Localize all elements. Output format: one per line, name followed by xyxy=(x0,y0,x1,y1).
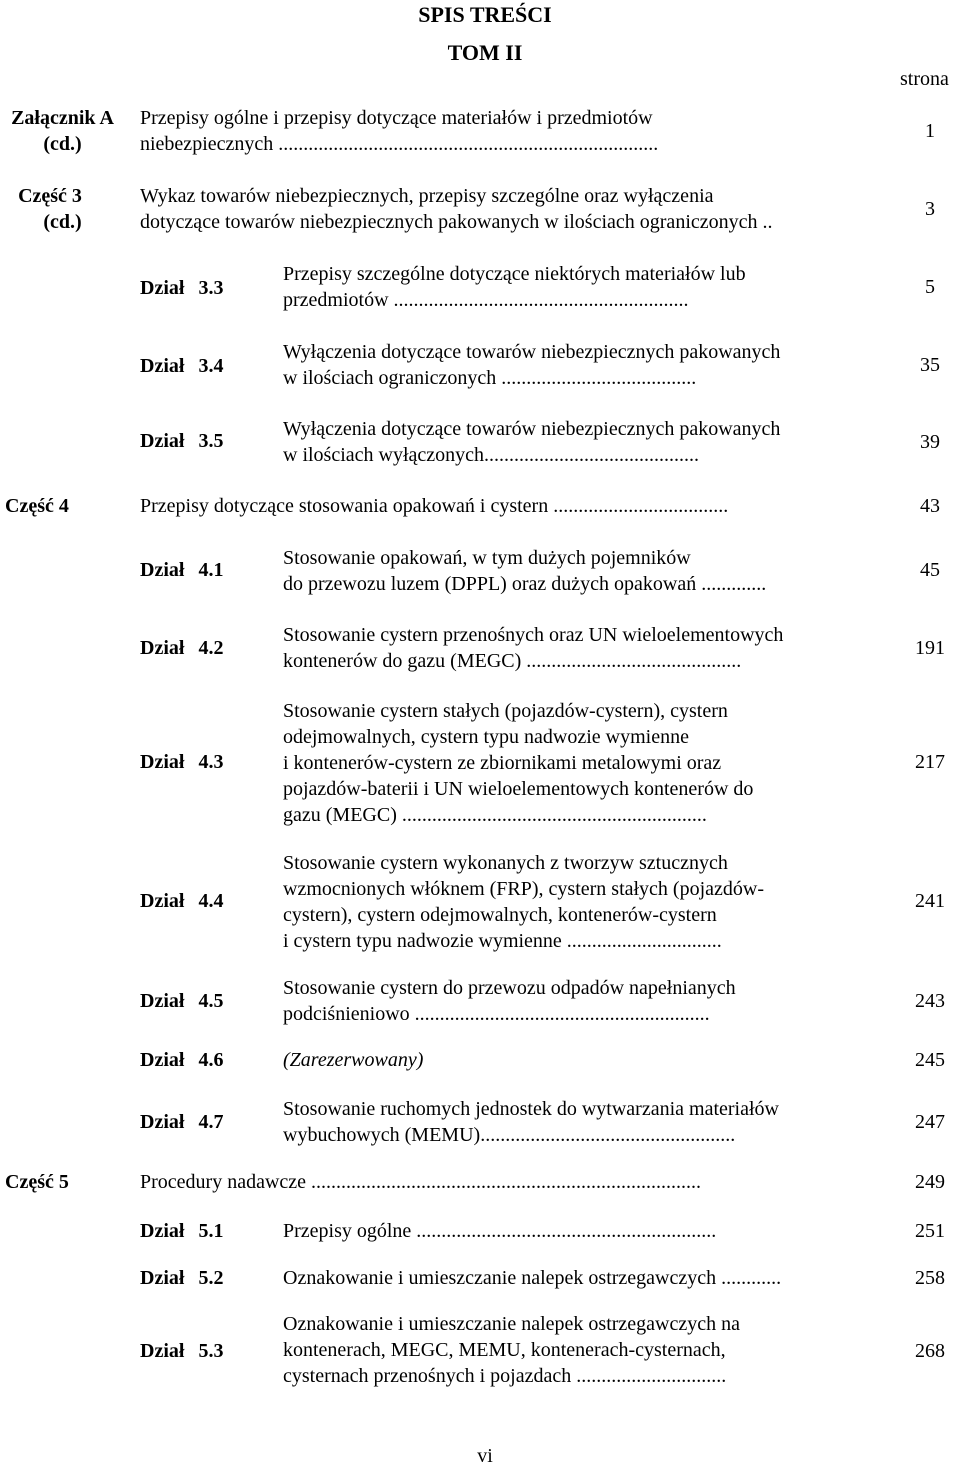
dzial-label: Dział 4.2 xyxy=(140,637,224,659)
entry-text-line: cystern), cystern odejmowalnych, kontenerów-cystern xyxy=(283,904,717,926)
entry-text-line: Przepisy ogólne i przepisy dotyczące materiałów i przedmiotów xyxy=(140,107,653,129)
entry-text-line: Stosowanie opakowań, w tym dużych pojemników xyxy=(283,547,691,569)
page-number: 258 xyxy=(915,1267,945,1289)
dzial-label: Dział 3.5 xyxy=(140,430,224,452)
entry-text-line: odejmowalnych, cystern typu nadwozie wymienne xyxy=(283,726,689,748)
entry-text-line: dotyczące towarów niebezpiecznych pakowanych w ilościach ograniczonych .. xyxy=(140,211,773,233)
entry-text-line: Przepisy ogólne ............................................................ xyxy=(283,1220,717,1242)
entry-text-line: i kontenerów-cystern ze zbiornikami metalowymi oraz xyxy=(283,752,722,774)
entry-text-line: i cystern typu nadwozie wymienne ............................... xyxy=(283,930,722,952)
page-number: 243 xyxy=(915,990,945,1012)
page-number: 45 xyxy=(920,559,940,581)
page-number: 217 xyxy=(915,751,945,773)
page-number: 249 xyxy=(915,1171,945,1193)
entry-label-sub: (cd.) xyxy=(43,133,82,155)
entry-text-line: Przepisy szczególne dotyczące niektórych materiałów lub xyxy=(283,263,746,285)
dzial-label: Dział 4.3 xyxy=(140,751,224,773)
entry-text-line: cysternach przenośnych i pojazdach .............................. xyxy=(283,1365,727,1387)
entry-text-line: Przepisy dotyczące stosowania opakowań i cystern ................................... xyxy=(140,495,729,517)
entry-text-line: Stosowanie cystern przenośnych oraz UN wieloelementowych xyxy=(283,624,784,646)
entry-text-line: Stosowanie cystern do przewozu odpadów napełnianych xyxy=(283,977,736,999)
entry-text-line: do przewozu luzem (DPPL) oraz dużych opakowań ............. xyxy=(283,573,767,595)
entry-text-line: Wyłączenia dotyczące towarów niebezpiecznych pakowanych xyxy=(283,341,781,363)
entry-text-line: Oznakowanie i umieszczanie nalepek ostrzegawczych na xyxy=(283,1313,740,1335)
entry-label-sub: (cd.) xyxy=(43,211,82,233)
entry-label: Część 5 xyxy=(5,1171,69,1193)
page-title: SPIS TREŚCI xyxy=(418,2,552,27)
page-number: 251 xyxy=(915,1220,945,1242)
dzial-label: Dział 4.7 xyxy=(140,1111,224,1133)
page-column-header: strona xyxy=(900,68,949,90)
footer-page-number: vi xyxy=(477,1445,493,1467)
page-number: 245 xyxy=(915,1049,945,1071)
dzial-label: Dział 3.4 xyxy=(140,355,224,377)
dzial-label: Dział 4.5 xyxy=(140,990,224,1012)
page-number: 1 xyxy=(925,120,935,142)
entry-text-line: Stosowanie ruchomych jednostek do wytwarzania materiałów xyxy=(283,1098,779,1120)
entry-text-line: niebezpiecznych ............................................................................ xyxy=(140,133,659,155)
entry-text-line: kontenerów do gazu (MEGC) ........................................... xyxy=(283,650,742,672)
entry-text-line: wzmocnionych włóknem (FRP), cystern stałych (pojazdów- xyxy=(283,878,765,900)
entry-text-line: przedmiotów ........................................................... xyxy=(283,289,689,311)
entry-text-line: pojazdów-baterii i UN wieloelementowych kontenerów do xyxy=(283,778,754,800)
dzial-label: Dział 5.3 xyxy=(140,1340,224,1362)
dzial-label: Dział 5.1 xyxy=(140,1220,224,1242)
dzial-label: Dział 3.3 xyxy=(140,277,224,299)
entry-label: Część 3 xyxy=(18,185,82,207)
entry-text-line: gazu (MEGC) ............................................................. xyxy=(283,804,707,826)
page-number: 3 xyxy=(925,198,935,220)
page-number: 5 xyxy=(925,276,935,298)
entry-text-line: Wyłączenia dotyczące towarów niebezpiecznych pakowanych xyxy=(283,418,781,440)
entry-text-line: w ilościach ograniczonych ....................................... xyxy=(283,367,697,389)
page-number: 35 xyxy=(920,354,940,376)
page-number: 241 xyxy=(915,890,945,912)
page-number: 247 xyxy=(915,1111,945,1133)
entry-text-line: Procedury nadawcze .............................................................................. xyxy=(140,1171,702,1193)
entry-text-line: kontenerach, MEGC, MEMU, kontenerach-cysternach, xyxy=(283,1339,726,1361)
dzial-label: Dział 4.4 xyxy=(140,890,224,912)
dzial-label: Dział 4.6 xyxy=(140,1049,224,1071)
dzial-label: Dział 4.1 xyxy=(140,559,224,581)
entry-text-line: w ilościach wyłączonych........................................... xyxy=(283,444,700,466)
entry-label: Załącznik A xyxy=(11,107,114,129)
entry-label: Część 4 xyxy=(5,495,69,517)
entry-text-line: Wykaz towarów niebezpiecznych, przepisy szczególne oraz wyłączenia xyxy=(140,185,714,207)
volume-title: TOM II xyxy=(447,40,523,65)
entry-text-line: Oznakowanie i umieszczanie nalepek ostrzegawczych ............ xyxy=(283,1267,782,1289)
page-number: 43 xyxy=(920,495,940,517)
entry-text-line: Stosowanie cystern stałych (pojazdów-cystern), cystern xyxy=(283,700,728,722)
entry-text-line: wybuchowych (MEMU)................................................... xyxy=(283,1124,736,1146)
entry-text-line: (Zarezerwowany) xyxy=(283,1049,424,1071)
page-number: 39 xyxy=(920,431,940,453)
entry-text-line: Stosowanie cystern wykonanych z tworzyw sztucznych xyxy=(283,852,728,874)
page-number: 191 xyxy=(915,637,945,659)
entry-text-line: podciśnieniowo ........................................................... xyxy=(283,1003,710,1025)
page-number: 268 xyxy=(915,1340,945,1362)
dzial-label: Dział 5.2 xyxy=(140,1267,224,1289)
